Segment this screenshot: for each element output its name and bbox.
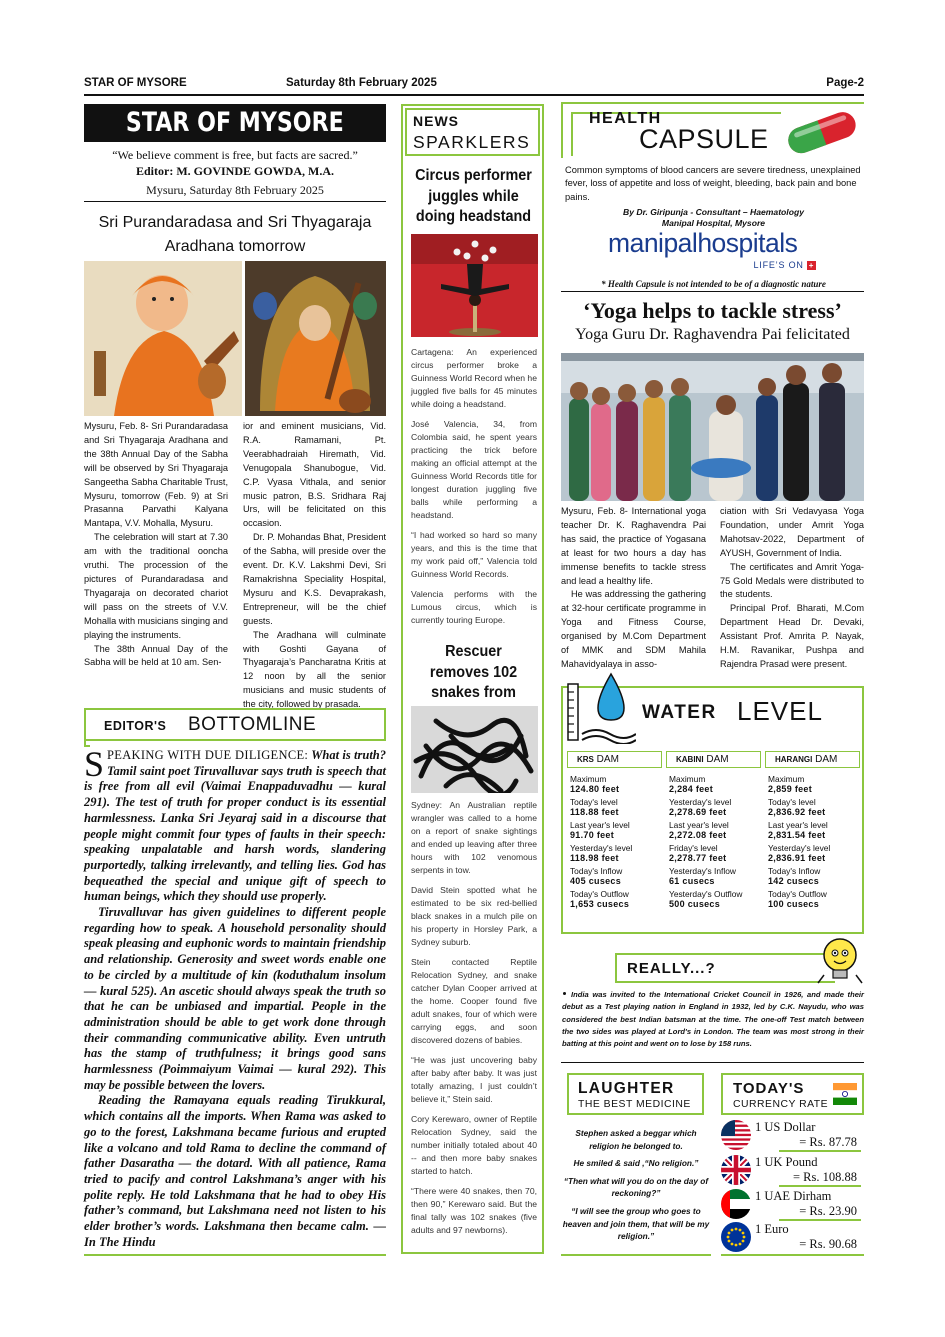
health-bottom-rule (561, 291, 864, 292)
editors-dropcap: S (84, 744, 105, 784)
news-headline-2: Rescuer removes 102 snakes from (429, 643, 518, 701)
news-bottom-rule (401, 1252, 544, 1254)
dam-row-value: 2,859 feet (768, 784, 813, 794)
currency-row-uk (721, 1155, 861, 1185)
water-label-a: WATER (642, 702, 717, 723)
thyagaraja-illustration (245, 261, 386, 416)
editors-label-a: EDITOR'S (104, 719, 167, 733)
uk-flag-icon (721, 1155, 751, 1185)
snakes-illustration (411, 706, 538, 793)
currency-name: 1 UAE Dirham (755, 1189, 832, 1203)
yoga-para: ciation with Sri Vedavyasa Yoga Foundation, under Amrit Yoga Mahotsav-2022, Department of AYUSH, Government of India. (720, 506, 864, 558)
masthead-dateline: Mysuru, Saturday 8th February 2025 (146, 183, 324, 197)
header-date: Saturday 8th February 2025 (286, 77, 437, 89)
dam-row-label: Friday's level (669, 843, 718, 853)
capsule-icon (781, 108, 863, 158)
eu-flag-icon (721, 1222, 751, 1252)
dam-row-label: Yesterday's level (570, 843, 633, 853)
india-flag-icon (833, 1083, 857, 1105)
masthead-motto: “We believe comment is free, but facts are sacred.” (112, 148, 358, 162)
really-fact: India was invited to the International Cricket Council in 1926, and made their debut as a Test playing nation in England in 1932, led by C.K. Nayudu, who was considered the best Indian batsman at the time. The one-off Test match between the two sides was played at Lord's in London. The team was most strong in their batting at this point and went on to lose by 158 runs. (562, 990, 864, 1049)
news-story-2 (411, 799, 537, 1244)
dam-row-value: 1,653 cusecs (570, 899, 630, 909)
joke-line: “I will see the group who goes to heaven and join them, that will be my religion.” (562, 1205, 710, 1242)
currency-rate: = Rs. 87.78 (799, 1135, 857, 1149)
header-rule (84, 94, 864, 96)
masthead-editor: Editor: M. GOVINDE GOWDA, M.A. (136, 164, 334, 178)
really-label: REALLY...? (627, 960, 716, 977)
dam-row-label: Maximum (570, 774, 607, 784)
dam-row-value: 142 cusecs (768, 876, 820, 886)
dam-row-label: Yesterday's level (669, 797, 732, 807)
manipal-logo (608, 228, 818, 272)
dam-row-label: Today's level (570, 797, 618, 807)
bullet-icon (563, 992, 566, 995)
news-para: “He was just uncovering baby after baby after baby. It was just totally amazing, I just couldn’t believe it,” Stein said. (411, 1055, 537, 1104)
page-header (84, 77, 864, 93)
kabini-dam-rows (666, 774, 761, 909)
health-header (561, 102, 864, 158)
health-text: Common symptoms of blood cancers are severe tiredness, unexplained fever, loss of appetite and loss of weight, bleeding, back pain and bone pains. (565, 165, 861, 202)
purandaradasa-illustration (84, 261, 242, 416)
krs-dam (567, 751, 662, 909)
news-para: Stein contacted Reptile Relocation Sydney, and snake catcher Dylan Cooper arrived at the home. Cooper found five adult snakes, four of which were carrying eggs, and soon discovered dozens of babies. (411, 957, 537, 1045)
harangi-dam-suffix: DAM (815, 754, 838, 765)
laughter-label-a: LAUGHTER (578, 1080, 675, 1097)
dam-row-value: 2,831.54 feet (768, 830, 826, 840)
dam-row-label: Maximum (768, 774, 805, 784)
aradhana-para: The 38th Annual Day of the Sabha will be held at 10 am. Sen- (84, 643, 228, 668)
news-para: Valencia performs with the Lumous circus, which is currently touring Europe. (411, 589, 537, 625)
us-flag-icon (721, 1120, 751, 1150)
aradhana-para: Mysuru, Feb. 8- Sri Purandaradasa and Sri Thyagaraja Aradhana and the 38th Annual Day of the Sabha will be observed by Sri Thyagaraja Sangeetha Sabha Charitable Trust, Mysuru, tomorrow (Feb. 9) at Sri Prasanna Parvathi Kalyana Mantapa, V.V. Mohalla, Mysuru. (84, 421, 228, 529)
editors-lead: PEAKING WITH DUE DILIGENCE: (107, 748, 309, 762)
health-byline-2: Manipal Hospital, Mysore (661, 218, 766, 228)
dam-row-value: 118.98 feet (570, 853, 619, 863)
dam-row-value: 2,836.91 feet (768, 853, 826, 863)
news-label-a: NEWS (413, 113, 459, 129)
manipal-tagline (753, 260, 816, 270)
news-para: Cory Kerewaro, owner of Reptile Relocation Sydney, said the number initially totaled about 40 -- and then more baby snakes started to hatch. (411, 1114, 537, 1176)
editors-label-b: BOTTOMLINE (188, 714, 317, 735)
editors-article (84, 744, 386, 1251)
yoga-para: The certificates and Amrit Yoga-75 Gold Medals were distributed to the students. (720, 561, 864, 600)
aradhana-title-line2: Aradhana tomorrow (164, 238, 306, 255)
krs-dam-header (567, 751, 662, 768)
dam-row-value: 2,284 feet (669, 784, 714, 794)
health-byline-1: By Dr. Giripunja - Consultant – Haematology (623, 207, 804, 217)
dam-row-label: Today's Outflow (768, 889, 827, 899)
dam-row-value: 124.80 feet (570, 784, 620, 794)
aradhana-para: The Aradhana will culminate with Goshti Gayana of Thyagaraja’s Pancharatna Kritis at 12 noon by all the senior musicians and music students of the city, followed by prasada. (243, 629, 386, 710)
yoga-title: ‘Yoga helps to tackle stress’ (583, 298, 842, 323)
currency-row-uae (721, 1189, 861, 1219)
aradhana-column-2 (243, 420, 386, 712)
news-para: Cartagena: An experienced circus performer broke a Guinness World Record when he juggled five balls for 45 minutes while doing a headstand. (411, 347, 537, 409)
laughter-header (567, 1073, 704, 1115)
masthead-logo (84, 104, 386, 142)
manipal-logo-text (608, 228, 797, 259)
joke-line: Stephen asked a beggar which religion he belonged to. (575, 1128, 697, 1151)
laughter-body (562, 1127, 710, 1243)
dam-row-value: 118.88 feet (570, 807, 619, 817)
header-paper: STAR OF MYSORE (84, 77, 187, 89)
juggler-photo (411, 234, 538, 337)
news-label-b: SPARKLERS (413, 132, 531, 152)
dam-row-value: 2,836.92 feet (768, 807, 826, 817)
currency-underline (779, 1150, 861, 1152)
dam-row-label: Yesterday's Outflow (669, 889, 743, 899)
krs-dam-name: KRS (577, 755, 594, 764)
dam-row-label: Today's Outflow (570, 889, 629, 899)
masthead-logo-text: STAR OF MYSORE (126, 107, 344, 138)
news-para: José Valencia, 34, from Colombia said, he spent years practicing the trick before making an official attempt at the Guinness World Records title for longest duration juggling five balls while performing a headstand. (411, 419, 537, 520)
dam-row-value: 91.70 feet (570, 830, 615, 840)
dam-row-label: Today's Inflow (570, 866, 623, 876)
aradhana-para: The celebration will start at 7.30 am with the traditional ooncha vruthi. The procession of the pictures of Purandaradasa and Thyagaraja on decorated chariot will pass on the streets of V.V. Mohalla with musicians singing and playing the instruments. (84, 532, 229, 640)
news-para: “I had worked so hard so many years, and this is the time that my work paid off,” Valencia told Guinness World Records. (411, 530, 537, 579)
yoga-column-1 (561, 505, 706, 672)
yoga-subtitle: Yoga Guru Dr. Raghavendra Pai felicitated (575, 326, 850, 343)
dam-row-value: 61 cusecs (669, 876, 715, 886)
kabini-dam-name: KABINI (676, 755, 704, 764)
harangi-dam-name: HARANGI (775, 755, 813, 764)
currency-rate: = Rs. 23.90 (799, 1204, 857, 1218)
dam-row-label: Today's level (768, 797, 816, 807)
aradhana-column-1 (84, 420, 228, 670)
currency-underline (779, 1185, 861, 1187)
news-header (405, 108, 540, 156)
joke-line: “Then what will you do on the day of reckoning?” (563, 1175, 709, 1199)
editors-para-2: Tiruvalluvar has given guidelines to different people regarding how to speak. A household personality should speak pleasing and euphonic words to maintain friendship and relationship. Generosity and sweet words enable one to be circled by a multitude of kin (koduthalum insolum — kural 525). An ascetic should always speak the truth so that he can be unbiased and impartial. People in the administration should be able to get work done through their commanding communicative ability. Even untruth has the stamp of truthfulness; it brings good sans harmlessness (Poimmaiyum Vaimai — kural 292). This may be possible between the lovers. (84, 905, 386, 1092)
news-top-rule (401, 104, 544, 106)
yoga-para: He was addressing the gathering at 32-hour certificate programme in Yoga and Fitness Course, organised by M.Com Department of MMK and SDM Mahila Mahavidyalaya in asso- (561, 589, 706, 669)
kabini-dam-suffix: DAM (706, 754, 729, 765)
yoga-photo (561, 353, 864, 501)
health-label-a: HEALTH (589, 110, 662, 127)
thyagaraja-photo (245, 261, 386, 416)
header-page: Page-2 (826, 77, 864, 89)
yoga-column-2 (720, 505, 864, 672)
currency-bottom-rule (721, 1254, 864, 1256)
editors-text-1: What is truth? Tamil saint poet Tiruvalluvar says truth is speech that is free from all evil (Vaimai Enappaduvadhu — kural 291). The test of truth for proper conduct is its essential harmlessness. Lanka Sri Jeyaraj said in a discourse that people might commit four types of faults in their speech: speaking unpalatable and harsh words, slandering purportedly, talking irrelevantly, and telling lies. God has bequeathed the special and unique gift of speech to human beings, which they should use properly. (84, 748, 386, 904)
yoga-para: Mysuru, Feb. 8- International yoga teacher Dr. K. Raghavendra Pai has said, the practice of Yogasana at least for two hours a day has immense benefits to tackle stress and lead a healthy life. (561, 506, 706, 586)
currency-row-us (721, 1120, 861, 1150)
kabini-dam-header (666, 751, 761, 768)
really-header (615, 953, 835, 983)
harangi-dam-rows (765, 774, 860, 909)
health-disclaimer: * Health Capsule is not intended to be of a diagnostic nature (601, 279, 826, 289)
currency-label-b: CURRENCY RATE (733, 1099, 829, 1110)
dam-row-label: Maximum (669, 774, 706, 784)
dam-row-value: 2,278.77 feet (669, 853, 727, 863)
editors-para-3: Reading the Ramayana equals reading Tirukkural, which contains all the imports. When Rama was asked to go to the forest, Lakshmana became furious and erupted like a volcano and told Rama to decline the command of father Dasaratha — the dotard. With all patience, Rama tried to pacify and control Lakshmana’s anger with his polite reply. He told Lakshmana that he had to obey His father’s command, but Lakshmana need not listen to his elder brother’s words. Lakshmana then became calm. —In The Hindu (84, 1093, 386, 1249)
joke-line: He smiled & said ,“No religion.” (573, 1158, 699, 1169)
really-bottom-rule (561, 1062, 864, 1063)
laughter-bottom-rule (561, 1254, 711, 1256)
news-para: “There were 40 snakes, then 70, then 90,” Kerewaro said. But the final tally was 102 snakes (five adults and 97 newborns). (411, 1186, 537, 1235)
dam-row-label: Last year's level (768, 820, 828, 830)
dam-row-label: Yesterday's Inflow (669, 866, 736, 876)
editors-para-1 (84, 744, 386, 905)
currency-rate: = Rs. 108.88 (792, 1170, 857, 1184)
harangi-dam (765, 751, 860, 909)
kabini-dam (666, 751, 761, 909)
currency-row-euro (721, 1222, 861, 1252)
currency-name: 1 US Dollar (755, 1120, 816, 1134)
masthead-rule (84, 201, 386, 202)
lightbulb-icon (816, 935, 864, 987)
dam-row-value: 100 cusecs (768, 899, 820, 909)
manipal-logo-a: manipal (608, 228, 698, 258)
yoga-para: Principal Prof. Bharati, M.Com Department Head Dr. Devaki, Assistant Prof. Amrita P. Nayak, H.M. Ravanikar, Pushpa and Rajendra Prasad were present. (720, 603, 864, 669)
editors-bottomline-header (84, 708, 386, 741)
yoga-group-illustration (561, 353, 864, 501)
juggler-illustration (411, 234, 538, 337)
harangi-dam-header (765, 751, 860, 768)
dam-row-value: 500 cusecs (669, 899, 721, 909)
aradhana-title (84, 211, 386, 259)
krs-dam-suffix: DAM (596, 754, 619, 765)
dam-row-value: 2,272.08 feet (669, 830, 727, 840)
currency-header (721, 1073, 864, 1115)
health-label-b: CAPSULE (639, 124, 769, 154)
uae-flag-icon (721, 1189, 751, 1219)
aradhana-para: ior and eminent musicians, Vid. R.A. Ramamani, Pt. Veerabhadraiah Hiremath, Vid. Venugopala Shanubogue, Vid. C.P. Vyasa Vithala, and senior music patron, B.S. Sridhara Raj Urs, will be felicitated on this occasion. (243, 421, 386, 529)
dam-row-label: Today's Inflow (768, 866, 821, 876)
dam-row-label: Last year's level (669, 820, 729, 830)
laughter-label-b: THE BEST MEDICINE (578, 1099, 691, 1110)
news-para: Sydney: An Australian reptile wrangler was called to a home on a report of snake sightings and ended up leaving after three hours with 102 venomous serpents in tow. (411, 800, 537, 875)
dam-row-value: 405 cusecs (570, 876, 622, 886)
water-drop-gauge-icon (566, 672, 636, 744)
aradhana-para: Dr. P. Mohandas Bhat, President of the Sabha, will preside over the event. Dr. K.V. Lakshmi Devi, Sri Ramakrishna Speciality Hospital, Mysuru and K.S. Devaprakash, Entrepreneur, will be the chief guests. (243, 532, 386, 626)
water-label-b: LEVEL (737, 696, 823, 726)
really-text (562, 989, 864, 1050)
currency-underline (779, 1219, 861, 1221)
aradhana-title-line1: Sri Purandaradasa and Sri Thyagaraja (98, 214, 372, 231)
dam-row-label: Yesterday's level (768, 843, 831, 853)
currency-name: 1 Euro (755, 1222, 789, 1236)
plus-icon: + (808, 261, 815, 270)
currency-rate: = Rs. 90.68 (799, 1237, 857, 1251)
krs-dam-rows (567, 774, 662, 909)
purandaradasa-photo (84, 261, 242, 416)
dam-row-value: 2,278.69 feet (669, 807, 727, 817)
currency-label-a: TODAY'S (733, 1080, 805, 1097)
editors-bottom-rule (84, 1254, 386, 1256)
news-story-1 (411, 346, 537, 634)
dam-row-label: Last year's level (570, 820, 630, 830)
news-para: David Stein spotted what he estimated to be six red-bellied black snakes in a mulch pile on his property in Horsley Park, a Sydney suburb. (411, 885, 537, 947)
news-headline-1: Circus performer juggles while doing headstand (415, 167, 532, 225)
currency-name: 1 UK Pound (755, 1155, 818, 1169)
manipal-tagline-text: LIFE’S ON (753, 260, 804, 270)
manipal-logo-b: hospitals (697, 228, 798, 258)
snakes-photo (411, 706, 538, 793)
